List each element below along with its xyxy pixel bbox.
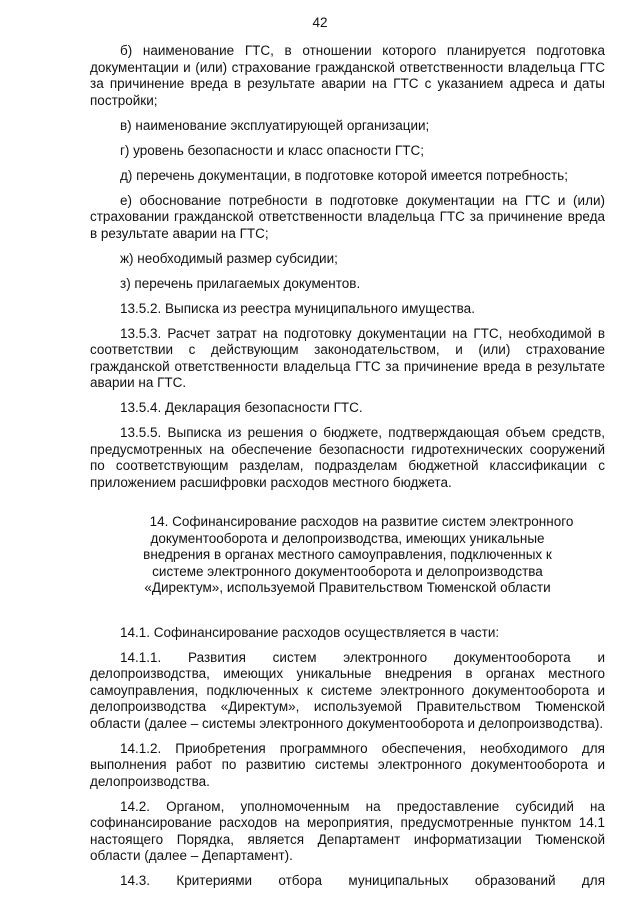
document-body — [90, 43, 605, 898]
paragraph-zh: ж) необходимый размер субсидии; — [120, 250, 338, 266]
paragraph-13-5-4: 13.5.4. Декларация безопасности ГТС. — [120, 400, 363, 415]
section-heading: 14. Софинансирование расходов на развитие систем электронного документооборота и делопроизводства, имеющих уникальные внедрения в органах местного самоуправления, подключенных к системе электронного документооборота и делопроизводства «Директум», используемой Правительством Тюменской области — [143, 514, 574, 595]
paragraph-b: б) наименование ГТС, в отношении которого планируется подготовка документации и (или) страхование гражданской ответственности владельца ГТС за причинение вреда в результате аварии на ГТС с указанием адреса и даты постройки; — [90, 43, 605, 108]
page-number: 42 — [312, 15, 328, 30]
paragraph-14-1-1: 14.1.1. Развития систем электронного документооборота и делопроизводства, имеющих уникальные внедрения в органах местного самоуправления, подключенных к системе электронного документооборота и делопроизводства «Директум», используемой Правительством Тюменской области (далее – системы электронного документооборота и делопроизводства). — [90, 649, 605, 731]
paragraph-13-5-2: 13.5.2. Выписка из реестра муниципального имущества. — [120, 300, 475, 316]
paragraph-13-5-5: 13.5.5. Выписка из решения о бюджете, подтверждающая объем средств, предусмотренных на обеспечение безопасности гидротехнических сооружений по соответствующим разделам, подразделам бюджетной классификации с приложением расшифровки расходов местного бюджета. — [90, 425, 605, 490]
paragraph-14-3: 14.3. Критериями отбора муниципальных образований для — [120, 873, 605, 888]
paragraph-d: д) перечень документации, в подготовке которой имеется потребность; — [120, 167, 568, 183]
paragraph-13-5-3: 13.5.3. Расчет затрат на подготовку документации на ГТС, необходимой в соответствии с действующим законодательством, и (или) страхование гражданской ответственности владельца ГТС за причинение вреда в результате аварии на ГТС. — [90, 325, 605, 390]
paragraph-14-1-2: 14.1.2. Приобретения программного обеспечения, необходимого для выполнения работ по развитию системы электронного документооборота и делопроизводства. — [90, 740, 605, 789]
paragraph-e: е) обоснование потребности в подготовке документации на ГТС и (или) страховании гражданской ответственности владельца ГТС за причинение вреда в результате аварии на ГТС; — [90, 192, 605, 241]
paragraph-14-1: 14.1. Софинансирование расходов осуществляется в части: — [120, 624, 500, 640]
paragraph-g: г) уровень безопасности и класс опасности ГТС; — [120, 142, 424, 158]
paragraph-z: з) перечень прилагаемых документов. — [120, 275, 361, 291]
paragraph-v: в) наименование эксплуатирующей организации; — [120, 117, 430, 133]
paragraph-14-2: 14.2. Органом, уполномоченным на предоставление субсидий на софинансирование расходов на мероприятия, предусмотренные пунктом 14.1 настоящего Порядка, является Департамент информатизации Тюменской области (далее – Департамент). — [90, 798, 605, 863]
